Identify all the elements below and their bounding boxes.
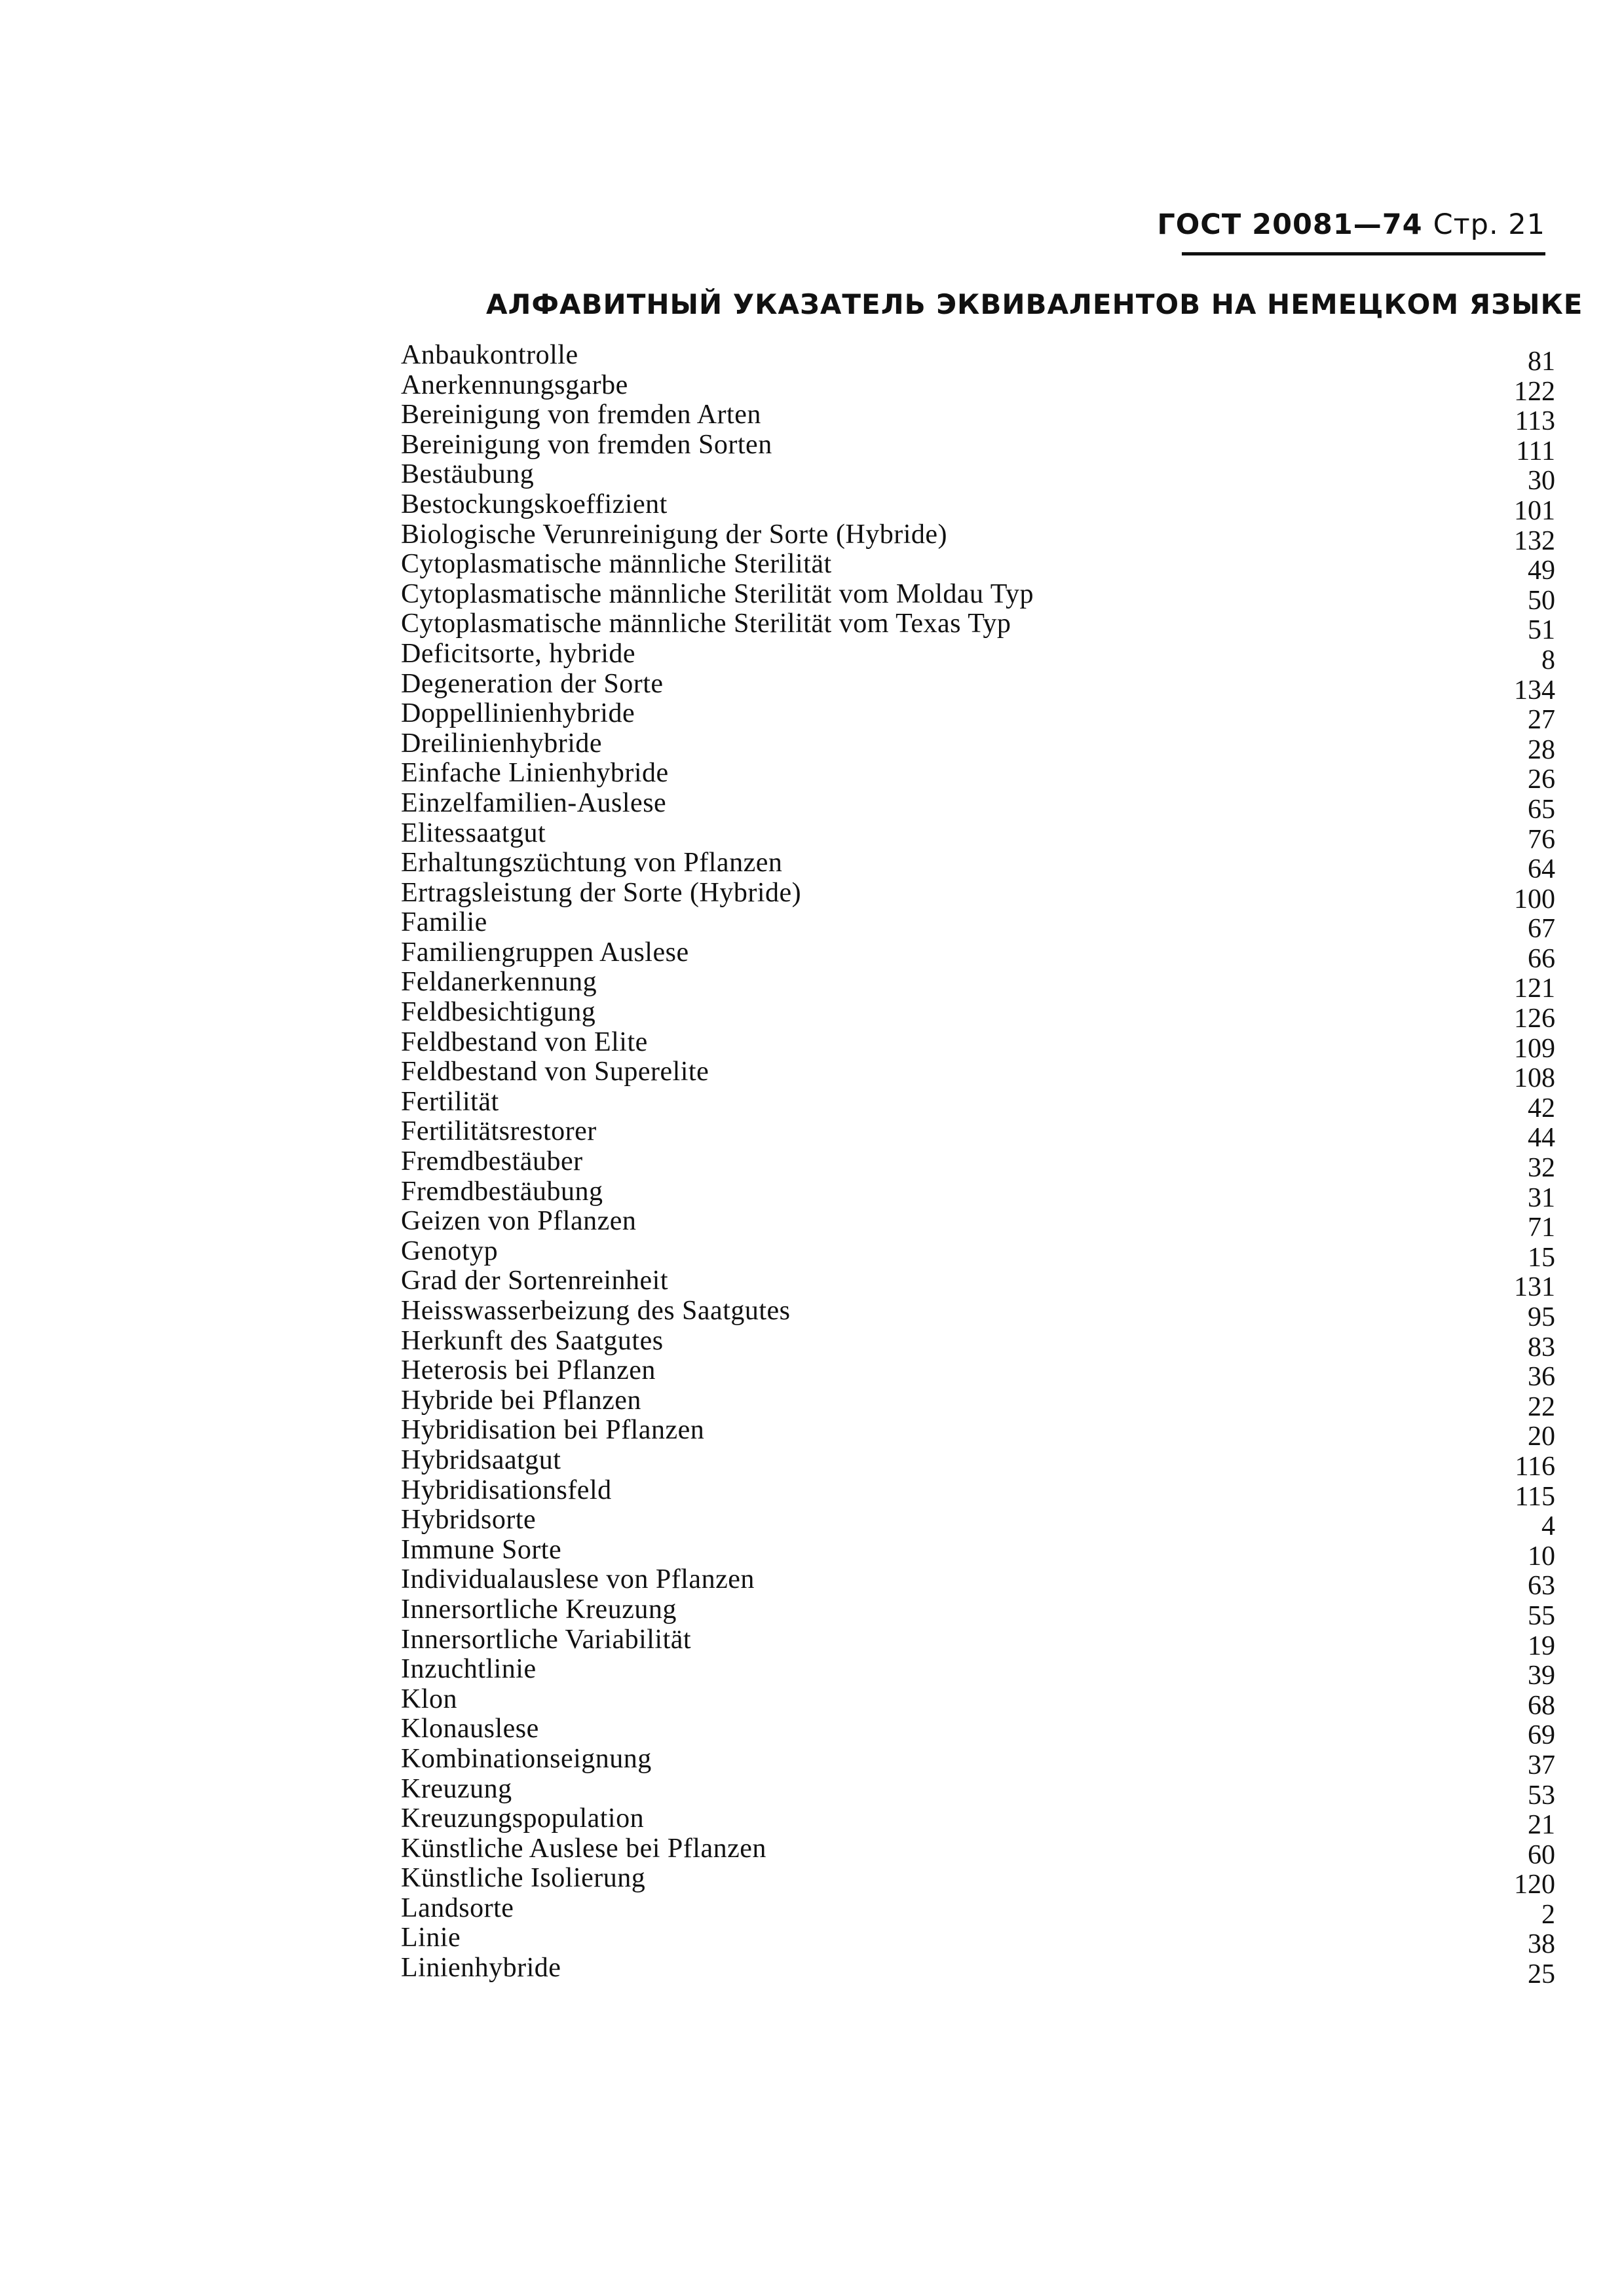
index-entry [401, 1953, 1555, 1990]
entry-term: Bereinigung von fremden Sorten [401, 429, 772, 460]
entry-term: Klonauslese [401, 1714, 539, 1744]
entry-number: 126 [1514, 1004, 1555, 1034]
index-entry [401, 1863, 1555, 1900]
entry-number: 76 [1528, 824, 1555, 855]
entry-number: 115 [1515, 1481, 1555, 1512]
entry-number: 50 [1528, 585, 1555, 616]
entry-number: 38 [1528, 1929, 1555, 1960]
index-entry [401, 1534, 1555, 1571]
entry-number: 4 [1541, 1511, 1555, 1542]
entry-number: 100 [1514, 884, 1555, 914]
index-entry [401, 1833, 1555, 1870]
entry-term: Bereinigung von fremden Arten [401, 400, 761, 430]
index-entry [401, 1923, 1555, 1960]
entry-term: Grad der Sortenreinheit [401, 1266, 669, 1296]
index-entry [401, 609, 1555, 646]
entry-number: 19 [1528, 1630, 1555, 1661]
entry-number: 21 [1528, 1810, 1555, 1841]
index-entry [401, 668, 1555, 706]
entry-number: 51 [1528, 615, 1555, 646]
entry-term: Heterosis bei Pflanzen [401, 1355, 656, 1386]
index-entry [401, 1892, 1555, 1930]
entry-term: Künstliche Auslese bei Pflanzen [401, 1833, 766, 1864]
index-entry [401, 1444, 1555, 1482]
index-entry [401, 1266, 1555, 1303]
entry-term: Hybridisationsfeld [401, 1475, 612, 1505]
index-entry [401, 1206, 1555, 1243]
entry-term: Klon [401, 1684, 457, 1714]
entry-number: 101 [1514, 495, 1555, 526]
entry-number: 55 [1528, 1600, 1555, 1631]
index-entry [401, 1743, 1555, 1780]
index-entry [401, 848, 1555, 885]
entry-term: Cytoplasmatische männliche Sterilität vom Moldau Typ [401, 578, 1034, 609]
entry-term: Hybridisation bei Pflanzen [401, 1415, 705, 1446]
index-entry [401, 787, 1555, 825]
entry-term: Doppellinienhybride [401, 698, 635, 729]
index-entry [401, 1594, 1555, 1631]
entry-term: Linie [401, 1923, 461, 1953]
entry-term: Dreilinienhybride [401, 728, 603, 759]
entry-number: 68 [1528, 1690, 1555, 1721]
entry-number: 63 [1528, 1571, 1555, 1602]
entry-number: 113 [1515, 406, 1555, 437]
index-title: АЛФАВИТНЫЙ УКАЗАТЕЛЬ ЭКВИВАЛЕНТОВ НА НЕМЕЦКОМ ЯЗЫКЕ [486, 288, 1583, 320]
entry-number: 66 [1528, 943, 1555, 974]
entry-term: Biologische Verunreinigung der Sorte (Hybride) [401, 519, 948, 550]
entry-term: Kreuzungspopulation [401, 1803, 645, 1834]
index-entry [401, 489, 1555, 526]
entry-term: Familiengruppen Auslese [401, 937, 689, 968]
entry-number: 10 [1528, 1541, 1555, 1571]
entry-term: Einfache Linienhybride [401, 758, 669, 789]
index-entry [401, 1803, 1555, 1841]
index-entry [401, 1654, 1555, 1691]
entry-number: 131 [1514, 1272, 1555, 1303]
entry-term: Künstliche Isolierung [401, 1863, 646, 1894]
entry-number: 120 [1514, 1870, 1555, 1900]
index-entry [401, 1415, 1555, 1452]
index-entry [401, 818, 1555, 855]
entry-term: Immune Sorte [401, 1534, 562, 1565]
entry-number: 26 [1528, 764, 1555, 795]
entry-number: 81 [1528, 347, 1555, 377]
header-rule [1182, 252, 1545, 255]
entry-term: Kreuzung [401, 1773, 512, 1804]
entry-term: Linienhybride [401, 1953, 561, 1984]
index-entry [401, 1684, 1555, 1721]
entry-term: Degeneration der Sorte [401, 668, 664, 699]
index-entry [401, 1176, 1555, 1213]
entry-number: 65 [1528, 794, 1555, 825]
entry-number: 121 [1514, 973, 1555, 1004]
entry-number: 37 [1528, 1750, 1555, 1780]
index-entry [401, 728, 1555, 765]
entry-term: Feldbesichtigung [401, 997, 596, 1028]
entry-term: Inzuchtlinie [401, 1654, 537, 1685]
entry-number: 25 [1528, 1959, 1555, 1990]
index-entry [401, 698, 1555, 736]
index-entry [401, 1385, 1555, 1422]
entry-term: Erhaltungszüchtung von Pflanzen [401, 848, 783, 878]
entry-number: 22 [1528, 1391, 1555, 1422]
entry-number: 83 [1528, 1332, 1555, 1363]
index-entry [401, 937, 1555, 974]
entry-number: 67 [1528, 914, 1555, 945]
index-entry [401, 907, 1555, 945]
index-entry [401, 1116, 1555, 1154]
page-header [1157, 208, 1545, 241]
entry-term: Kombinationseignung [401, 1743, 652, 1774]
entry-term: Hybridsaatgut [401, 1444, 561, 1475]
entry-number: 109 [1514, 1033, 1555, 1064]
index-entry [401, 758, 1555, 795]
index-entry [401, 340, 1555, 377]
page-number: Стр. 21 [1433, 208, 1545, 241]
entry-term: Individualauslese von Pflanzen [401, 1564, 755, 1595]
index-entry [401, 1624, 1555, 1661]
entry-term: Fremdbestäuber [401, 1146, 583, 1177]
entry-term: Hybridsorte [401, 1505, 537, 1535]
entry-number: 2 [1541, 1899, 1555, 1930]
index-entry [401, 1475, 1555, 1512]
entry-term: Herkunft des Saatgutes [401, 1325, 664, 1356]
entry-term: Landsorte [401, 1892, 514, 1923]
entry-term: Innersortliche Kreuzung [401, 1594, 677, 1625]
entry-number: 111 [1516, 436, 1555, 466]
entry-number: 134 [1514, 675, 1555, 706]
index-entry [401, 369, 1555, 407]
entry-term: Bestäubung [401, 459, 535, 490]
entry-term: Innersortliche Variabilität [401, 1624, 692, 1655]
index-entry [401, 429, 1555, 466]
entry-number: 71 [1528, 1213, 1555, 1243]
index-entry [401, 519, 1555, 556]
entry-term: Feldanerkennung [401, 967, 597, 998]
index-entry [401, 1355, 1555, 1393]
entry-term: Cytoplasmatische männliche Sterilität vom Texas Typ [401, 609, 1011, 639]
index-entry [401, 1773, 1555, 1811]
entry-number: 15 [1528, 1242, 1555, 1273]
index-entry [401, 877, 1555, 914]
entry-term: Bestockungskoeffizient [401, 489, 668, 519]
index-entry [401, 1714, 1555, 1751]
entry-number: 108 [1514, 1063, 1555, 1094]
entry-number: 116 [1515, 1451, 1555, 1482]
index-entry [401, 400, 1555, 437]
index-entry [401, 1235, 1555, 1273]
index-entry [401, 1026, 1555, 1064]
entry-number: 49 [1528, 555, 1555, 586]
entry-term: Geizen von Pflanzen [401, 1206, 637, 1237]
entry-number: 8 [1541, 645, 1555, 675]
entry-term: Genotyp [401, 1235, 499, 1266]
entry-number: 122 [1514, 376, 1555, 407]
entry-number: 53 [1528, 1780, 1555, 1811]
entry-term: Fremdbestäubung [401, 1176, 603, 1207]
entry-number: 20 [1528, 1421, 1555, 1452]
index-entry [401, 967, 1555, 1004]
entry-term: Feldbestand von Elite [401, 1026, 648, 1057]
entry-term: Ertragsleistung der Sorte (Hybride) [401, 877, 802, 908]
entry-term: Fertilität [401, 1086, 499, 1117]
entry-term: Deficitsorte, hybride [401, 638, 636, 669]
index-entry [401, 1325, 1555, 1363]
entry-number: 60 [1528, 1839, 1555, 1870]
entry-number: 42 [1528, 1093, 1555, 1123]
entry-number: 95 [1528, 1302, 1555, 1332]
standard-designation: ГОСТ 20081—74 [1157, 208, 1423, 241]
entry-number: 132 [1514, 525, 1555, 556]
index-entry-list [401, 340, 1555, 1990]
index-entry [401, 1564, 1555, 1602]
entry-number: 36 [1528, 1362, 1555, 1393]
entry-term: Cytoplasmatische männliche Sterilität [401, 549, 832, 580]
entry-number: 64 [1528, 854, 1555, 885]
entry-number: 28 [1528, 734, 1555, 765]
index-entry [401, 1296, 1555, 1332]
entry-term: Anerkennungsgarbe [401, 369, 628, 400]
index-entry [401, 997, 1555, 1034]
entry-number: 32 [1528, 1153, 1555, 1184]
index-entry [401, 1505, 1555, 1542]
entry-term: Elitessaatgut [401, 818, 546, 848]
entry-term: Anbaukontrolle [401, 340, 578, 370]
entry-number: 31 [1528, 1182, 1555, 1213]
entry-number: 69 [1528, 1720, 1555, 1751]
entry-term: Einzelfamilien-Auslese [401, 787, 667, 818]
entry-number: 27 [1528, 705, 1555, 736]
entry-number: 30 [1528, 466, 1555, 497]
entry-term: Familie [401, 907, 487, 938]
entry-term: Heisswasserbeizung des Saatgutes [401, 1296, 791, 1326]
entry-term: Fertilitätsrestorer [401, 1116, 597, 1147]
index-entry [401, 1086, 1555, 1123]
entry-term: Feldbestand von Superelite [401, 1057, 709, 1087]
index-entry [401, 1057, 1555, 1094]
entry-number: 44 [1528, 1123, 1555, 1154]
index-entry [401, 1146, 1555, 1184]
index-entry [401, 578, 1555, 616]
entry-term: Hybride bei Pflanzen [401, 1385, 641, 1416]
index-entry [401, 459, 1555, 497]
index-entry [401, 638, 1555, 675]
index-entry [401, 549, 1555, 586]
entry-number: 39 [1528, 1661, 1555, 1691]
